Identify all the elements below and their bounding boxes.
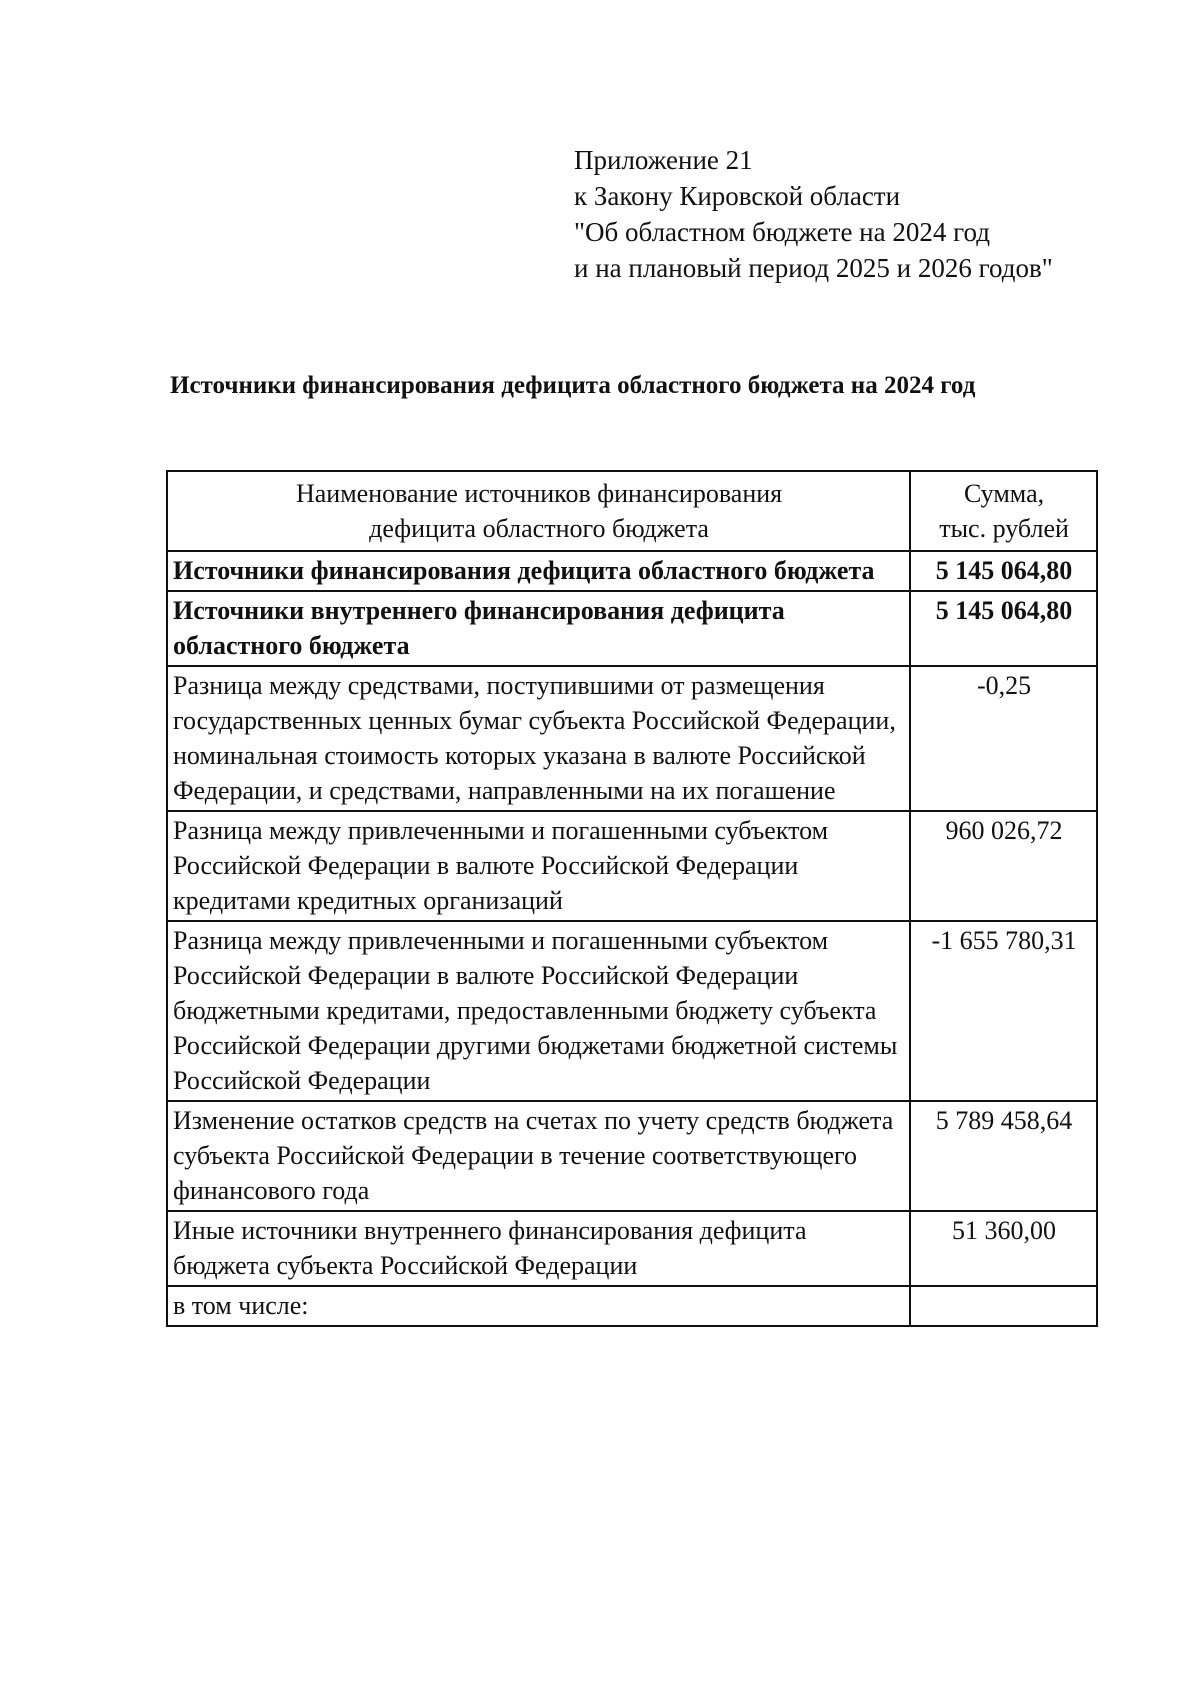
- header-name-line: Наименование источников финансирования: [295, 479, 783, 508]
- table-row: [167, 921, 1097, 1101]
- source-name-cell: Источники внутреннего финансирования дефицита областного бюджета: [167, 591, 910, 666]
- appendix-line: "Об областном бюджете на 2024 год: [574, 217, 990, 247]
- amount-cell: 5 145 064,80: [910, 591, 1097, 666]
- table-row: [167, 666, 1097, 811]
- table-row: [167, 1101, 1097, 1211]
- appendix-reference: [574, 142, 1053, 286]
- appendix-line: Приложение 21: [574, 145, 753, 175]
- amount-cell: 5 789 458,64: [910, 1101, 1097, 1211]
- header-name-cell: [167, 471, 910, 551]
- table-row: [167, 551, 1097, 591]
- document-title: Источники финансирования дефицита областного бюджета на 2024 год: [170, 372, 976, 399]
- header-name-line: дефицита областного бюджета: [369, 514, 709, 543]
- amount-cell: 51 360,00: [910, 1211, 1097, 1286]
- table-row: [167, 1211, 1097, 1286]
- source-name-cell: Разница между средствами, поступившими от размещения государственных ценных бумаг субъекта Российской Федерации, номинальная стоимость которых указана в валюте Российской Федерации, и средствами, направленными на их погашение: [167, 666, 910, 811]
- source-name-cell: Источники финансирования дефицита областного бюджета: [167, 551, 910, 591]
- amount-cell: -1 655 780,31: [910, 921, 1097, 1101]
- header-amount-line: тыс. рублей: [939, 514, 1069, 543]
- table-row: [167, 591, 1097, 666]
- appendix-line: и на плановый период 2025 и 2026 годов": [574, 253, 1053, 283]
- amount-cell: 5 145 064,80: [910, 551, 1097, 591]
- source-name-cell: Разница между привлеченными и погашенными субъектом Российской Федерации в валюте Российской Федерации кредитами кредитных организаций: [167, 811, 910, 921]
- source-name-cell: в том числе:: [167, 1286, 910, 1326]
- table-row: [167, 1286, 1097, 1326]
- header-amount-cell: [910, 471, 1097, 551]
- source-name-cell: Разница между привлеченными и погашенными субъектом Российской Федерации в валюте Российской Федерации бюджетными кредитами, предоставленными бюджету субъекта Российской Федерации другими бюджетами бюджетной системы Российской Федерации: [167, 921, 910, 1101]
- amount-cell: -0,25: [910, 666, 1097, 811]
- source-name-cell: Иные источники внутреннего финансирования дефицита бюджета субъекта Российской Федерации: [167, 1211, 910, 1286]
- amount-cell: 960 026,72: [910, 811, 1097, 921]
- table-row: [167, 811, 1097, 921]
- header-amount-line: Сумма,: [963, 479, 1045, 508]
- appendix-line: к Закону Кировской области: [574, 181, 901, 211]
- source-name-cell: Изменение остатков средств на счетах по учету средств бюджета субъекта Российской Федерации в течение соответствующего финансового года: [167, 1101, 910, 1211]
- financing-sources-table: [166, 470, 1098, 1327]
- amount-cell: [910, 1286, 1097, 1326]
- table-header-row: [167, 471, 1097, 551]
